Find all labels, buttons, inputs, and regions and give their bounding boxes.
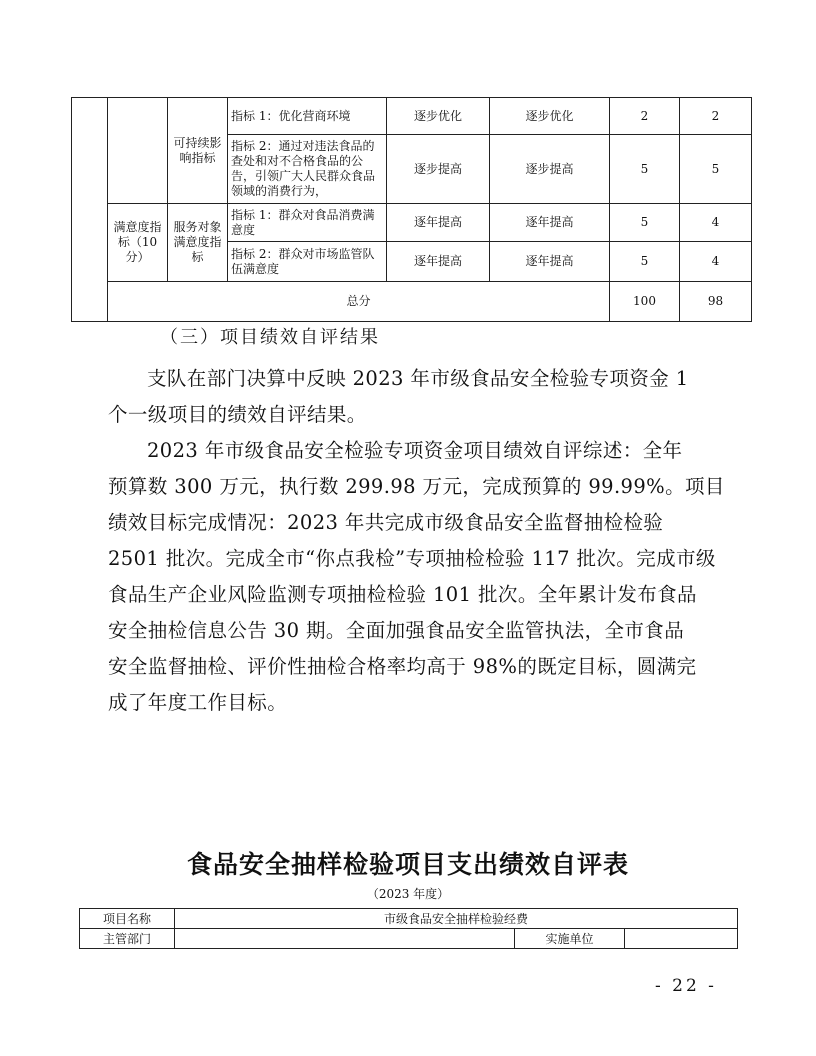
form-title: 食品安全抽样检验项目支出绩效自评表 — [186, 850, 629, 879]
project-name-label: 项目名称 — [80, 909, 175, 929]
total-score-cell: 98 — [680, 282, 752, 322]
weight-cell: 5 — [610, 204, 680, 242]
weight-cell: 5 — [610, 242, 680, 282]
category-cell-service: 服务对象满意度指标 — [168, 204, 228, 282]
actual-cell: 逐步提高 — [490, 135, 610, 204]
performance-indicator-table — [71, 97, 752, 322]
indicator-cell: 指标 2：通过对违法食品的查处和对不合格食品的公告，引领广大人民群众食品领域的消费行为， — [228, 135, 387, 204]
table-cell-empty — [72, 98, 108, 322]
paragraph-line: 个一级项目的绩效自评结果。 — [108, 403, 367, 426]
table-row-total — [72, 282, 752, 322]
paragraph-line: 预算数 300 万元，执行数 299.98 万元，完成预算的 99.99%。项目 — [108, 475, 725, 498]
indicator-cell: 指标 1：优化营商环境 — [228, 98, 387, 135]
paragraph-summary — [108, 361, 720, 433]
section-heading: （三）项目绩效自评结果 — [160, 327, 380, 348]
project-info-table — [79, 908, 738, 949]
weight-cell: 5 — [610, 135, 680, 204]
target-cell: 逐步优化 — [387, 98, 490, 135]
target-cell: 逐年提高 — [387, 242, 490, 282]
score-cell: 2 — [680, 98, 752, 135]
indicator-cell: 指标 2：群众对市场监管队伍满意度 — [228, 242, 387, 282]
actual-cell: 逐年提高 — [490, 242, 610, 282]
score-cell: 4 — [680, 204, 752, 242]
table-row — [72, 204, 752, 242]
paragraph-line: 安全抽检信息公告 30 期。全面加强食品安全监管执法，全市食品 — [108, 619, 685, 642]
project-name-value: 市级食品安全抽样检验经费 — [175, 909, 738, 929]
paragraph-line: 支队在部门决算中反映 2023 年市级食品安全检验专项资金 1 — [147, 367, 689, 390]
paragraph-line: 成了年度工作目标。 — [108, 691, 288, 714]
impl-label: 实施单位 — [515, 929, 625, 949]
total-label-cell: 总分 — [108, 282, 610, 322]
table-row — [80, 929, 738, 949]
paragraph-line: 2023 年市级食品安全检验专项资金项目绩效自评综述：全年 — [147, 439, 683, 462]
table-cell-empty — [108, 98, 168, 204]
target-cell: 逐年提高 — [387, 204, 490, 242]
form-year: （2023 年度） — [366, 887, 450, 901]
paragraph-line: 安全监督抽检、评价性抽检合格率均高于 98%的既定目标，圆满完 — [108, 655, 697, 678]
paragraph-line: 2501 批次。完成全市“你点我检”专项抽检检验 117 批次。完成市级 — [108, 547, 716, 570]
total-weight-cell: 100 — [610, 282, 680, 322]
score-cell: 5 — [680, 135, 752, 204]
group-cell-satisfaction: 满意度指标（10分） — [108, 204, 168, 282]
impl-value — [625, 929, 738, 949]
paragraph-line: 绩效目标完成情况：2023 年共完成市级食品安全监督抽检检验 — [108, 511, 664, 534]
dept-label: 主管部门 — [80, 929, 175, 949]
table-row — [72, 98, 752, 135]
dept-value — [175, 929, 515, 949]
target-cell: 逐步提高 — [387, 135, 490, 204]
indicator-cell: 指标 1：群众对食品消费满意度 — [228, 204, 387, 242]
page-number: - 22 - — [655, 976, 717, 996]
weight-cell: 2 — [610, 98, 680, 135]
paragraph-line: 食品生产企业风险监测专项抽检检验 101 批次。全年累计发布食品 — [108, 583, 697, 606]
category-cell-sustainability: 可持续影响指标 — [168, 98, 228, 204]
actual-cell: 逐年提高 — [490, 204, 610, 242]
table-row — [80, 909, 738, 929]
actual-cell: 逐步优化 — [490, 98, 610, 135]
score-cell: 4 — [680, 242, 752, 282]
paragraph-details — [108, 433, 725, 721]
